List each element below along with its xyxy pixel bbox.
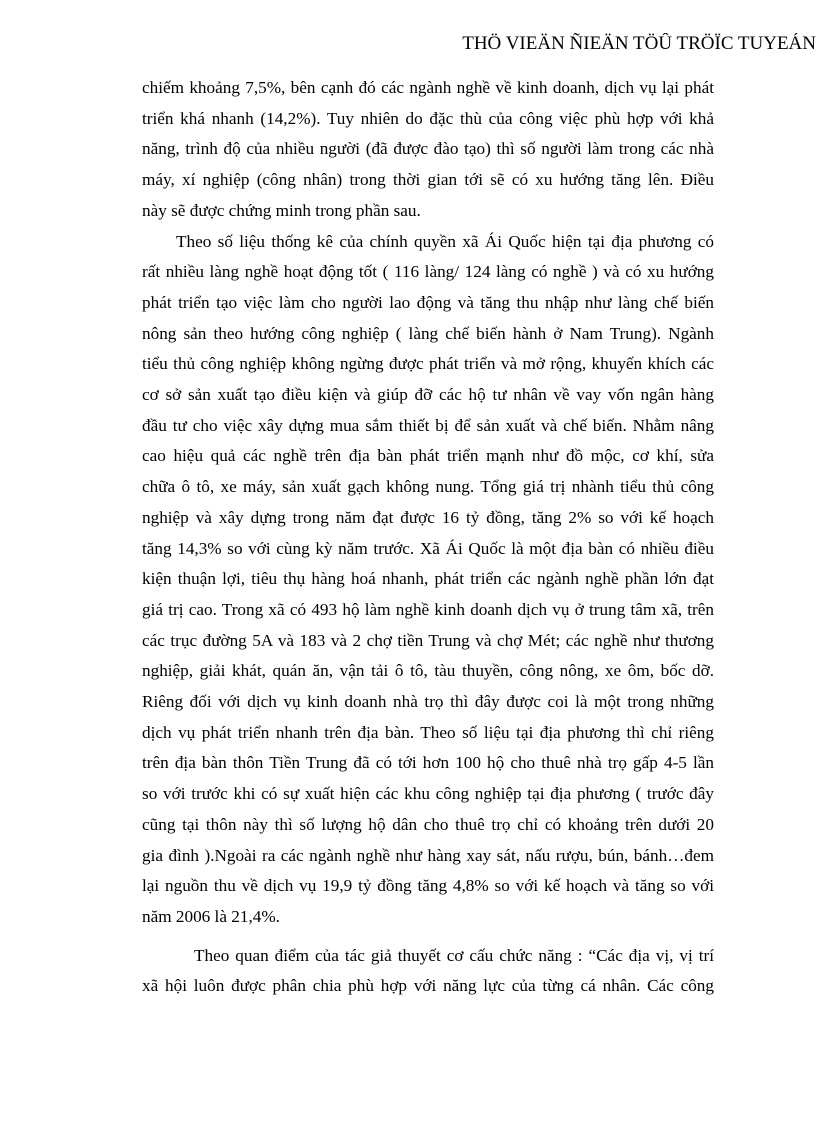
- text-line: Theo quan điểm của tác giả thuyết cơ cấu chức năng : “Các địa vị, vị trí: [194, 945, 714, 965]
- text-line: trên địa bàn thôn Tiền Trung đã có tới hơn 100 hộ cho thuê nhà trọ gấp 4-5 lần: [142, 753, 714, 773]
- text-line: nghiệp và xây dựng trong năm đạt được 16 tỷ đồng, tăng 2% so với kế hoạch: [142, 507, 714, 527]
- text-line: gia đình ).Ngoài ra các ngành nghề như hàng xay sát, nấu rượu, bún, bánh…đem: [142, 845, 714, 865]
- text-line: đầu tư cho việc xây dựng mua sắm thiết bị để sản xuất và chế biến. Nhằm nâng: [142, 415, 714, 435]
- paragraph-3: [142, 941, 714, 1002]
- text-line: nghiệp, giải khát, quán ăn, vận tải ô tô, tàu thuyền, công nông, xe ôm, bốc dỡ.: [142, 661, 714, 681]
- text-line: dịch vụ phát triển nhanh trên địa bàn. Theo số liệu tại địa phương thì chỉ riêng: [142, 722, 714, 742]
- text-line: phát triển tạo việc làm cho người lao động và tăng thu nhập như làng chế biến: [142, 292, 714, 312]
- text-line: cũng tại thôn này thì số lượng hộ dân cho thuê trọ chỉ có khoảng trên dưới 20: [142, 814, 714, 834]
- text-line: cao hiệu quả các nghề trên địa bàn phát triển mạnh như đồ mộc, cơ khí, sửa: [142, 446, 714, 466]
- text-line: kiện thuận lợi, tiêu thụ hàng hoá nhanh, phát triển các ngành nghề phần lớn đạt: [142, 569, 714, 589]
- text-line: so với trước khi có sự xuất hiện các khu công nghiệp tại địa phương ( trước đây: [142, 784, 714, 804]
- text-line: năng, trình độ của nhiều người (đã được đào tạo) thì số người làm trong các nhà: [142, 139, 714, 159]
- text-line: lại nguồn thu về dịch vụ 19,9 tỷ đồng tăng 4,8% so với kế hoạch và tăng so với: [142, 876, 714, 896]
- text-line: các trục đường 5A và 183 và 2 chợ tiền Trung và chợ Mét; các nghề như thương: [142, 630, 714, 650]
- text-line: xã hội luôn được phân chia phù hợp với năng lực của từng cá nhân. Các công: [142, 976, 714, 996]
- text-line: tăng 14,3% so với cùng kỳ năm trước. Xã Ái Quốc là một địa bàn có nhiều điều: [142, 538, 714, 558]
- text-line: máy, xí nghiệp (công nhân) trong thời gian tới sẽ có xu hướng tăng lên. Điều: [142, 170, 714, 190]
- page-header: [460, 33, 816, 55]
- paragraph-2: [142, 227, 714, 933]
- text-line: nông sản theo hướng công nghiệp ( làng chế biến hành ở Nam Trung). Ngành: [142, 323, 714, 343]
- text-line: cơ sở sản xuất tạo điều kiện và giúp đỡ các hộ tư nhân về vay vốn ngân hàng: [142, 385, 714, 405]
- document-body: [142, 73, 714, 1002]
- text-line: chiếm khoảng 7,5%, bên cạnh đó các ngành nghề về kinh doanh, dịch vụ lại phát: [142, 78, 714, 97]
- text-line: Theo số liệu thống kê của chính quyền xã Ái Quốc hiện tại địa phương có: [176, 231, 714, 251]
- text-line: giá trị cao. Trong xã có 493 hộ làm nghề kinh doanh dịch vụ ở trung tâm xã, trên: [142, 599, 714, 619]
- text-line: tiểu thủ công nghiệp không ngừng được phát triển và mở rộng, khuyến khích các: [142, 354, 714, 374]
- text-line: năm 2006 là 21,4%.: [142, 906, 280, 926]
- paragraph-1: [142, 73, 714, 227]
- text-line: rất nhiều làng nghề hoạt động tốt ( 116 làng/ 124 làng có nghề ) và có xu hướng: [142, 262, 714, 282]
- text-line: chữa ô tô, xe máy, sản xuất gạch không nung. Tổng giá trị nhành tiểu thủ công: [142, 477, 714, 497]
- text-line: này sẽ được chứng minh trong phần sau.: [142, 200, 421, 220]
- text-line: Riêng đối với dịch vụ kinh doanh nhà trọ thì đây được coi là một trong những: [142, 692, 714, 712]
- header-title: THÖ VIEÄN ÑIEÄN TÖÛ TRÖÏC TUYEÁN: [462, 33, 816, 54]
- text-line: triển khá nhanh (14,2%). Tuy nhiên do đặc thù của công việc phù hợp với khả: [142, 108, 714, 128]
